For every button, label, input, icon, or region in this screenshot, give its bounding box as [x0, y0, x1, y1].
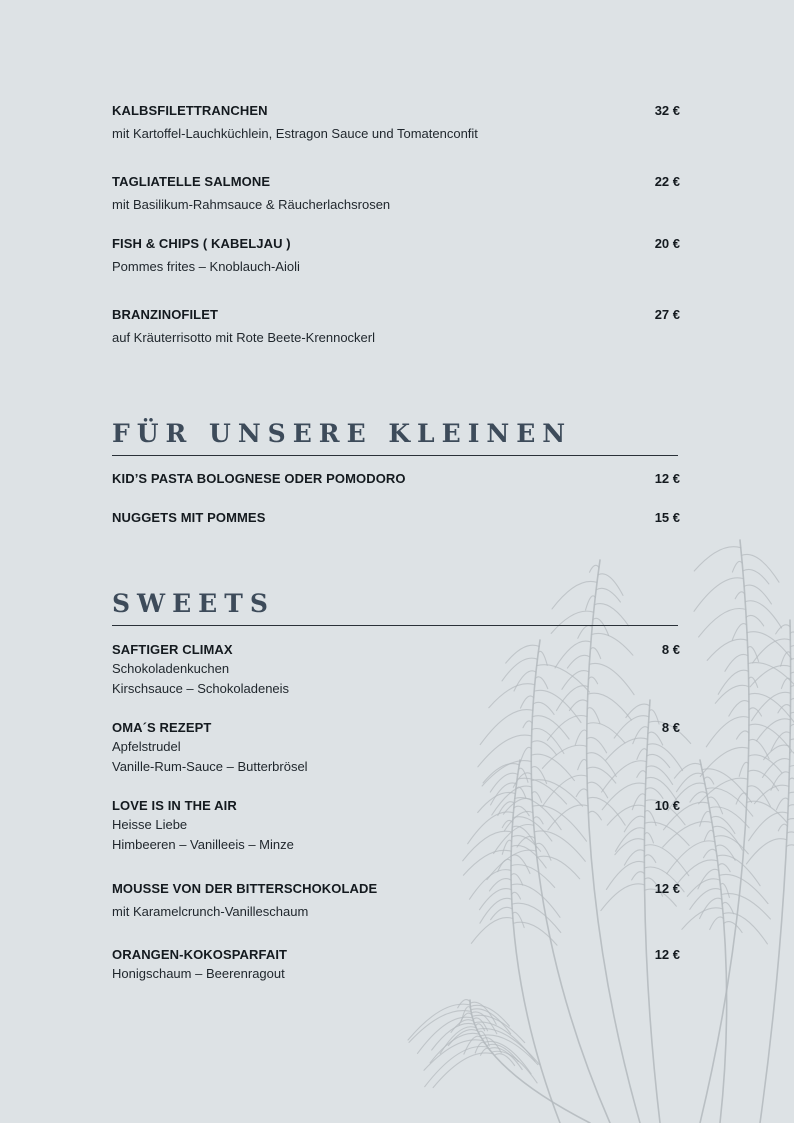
- dish-title: KID’S PASTA BOLOGNESE ODER POMODORO: [112, 471, 406, 486]
- menu-item-kids-pasta: [112, 470, 680, 488]
- menu-item-kalbsfilettranchen: [112, 102, 680, 144]
- menu-item-saftiger-climax: [112, 641, 680, 699]
- section-heading-sweets: [112, 589, 678, 626]
- menu-item-omas-rezept: [112, 719, 680, 777]
- dish-title: BRANZINOFILET: [112, 307, 219, 322]
- dish-price: 27 €: [654, 307, 680, 322]
- dish-price: 10 €: [654, 798, 680, 813]
- dish-price: 32 €: [654, 103, 680, 118]
- dish-title: NUGGETS MIT POMMES: [112, 510, 266, 525]
- menu-item-branzinofilet: [112, 306, 680, 348]
- dish-description: mit Basilikum-Rahmsauce & Räucherlachsrosen: [112, 197, 391, 212]
- dish-price: 8 €: [661, 642, 680, 657]
- dish-description: Kirschsauce – Schokoladeneis: [112, 681, 290, 696]
- dish-title: FISH & CHIPS ( KABELJAU ): [112, 236, 291, 251]
- dish-title: OMA´S REZEPT: [112, 720, 212, 735]
- dish-description: auf Kräuterrisotto mit Rote Beete-Krennockerl: [112, 330, 376, 345]
- section-title: SWEETS: [112, 589, 275, 618]
- dish-description: Apfelstrudel: [112, 739, 181, 754]
- dish-price: 20 €: [654, 236, 680, 251]
- section-divider: [112, 625, 678, 626]
- dish-price: 12 €: [654, 881, 680, 896]
- menu-item-tagliatelle-salmone: [112, 173, 680, 215]
- dish-description: Himbeeren – Vanilleeis – Minze: [112, 837, 294, 852]
- dish-title: ORANGEN-KOKOSPARFAIT: [112, 947, 288, 962]
- section-title: FÜR UNSERE KLEINEN: [112, 419, 573, 448]
- dish-description: Pommes frites – Knoblauch-Aioli: [112, 259, 300, 274]
- dish-description: mit Kartoffel-Lauchküchlein, Estragon Sauce und Tomatenconfit: [112, 126, 478, 141]
- menu-item-mousse: [112, 880, 680, 922]
- menu-item-nuggets: [112, 509, 680, 527]
- dish-price: 12 €: [654, 471, 680, 486]
- dish-description: Heisse Liebe: [112, 817, 188, 832]
- menu-item-love-is-in-the-air: [112, 797, 680, 855]
- section-divider: [112, 455, 678, 456]
- dish-description: Honigschaum – Beerenragout: [112, 966, 285, 981]
- dish-price: 15 €: [654, 510, 680, 525]
- dish-description: Vanille-Rum-Sauce – Butterbrösel: [112, 759, 308, 774]
- dish-price: 8 €: [661, 720, 680, 735]
- dish-title: SAFTIGER CLIMAX: [112, 642, 233, 657]
- dish-title: KALBSFILETTRANCHEN: [112, 103, 268, 118]
- dish-title: LOVE IS IN THE AIR: [112, 798, 237, 813]
- section-heading-kids: [112, 419, 678, 456]
- menu-item-fish-chips: [112, 235, 680, 277]
- dish-title: MOUSSE VON DER BITTERSCHOKOLADE: [112, 881, 378, 896]
- dish-title: TAGLIATELLE SALMONE: [112, 174, 271, 189]
- dish-price: 22 €: [654, 174, 680, 189]
- menu-item-orangen-kokosparfait: [112, 946, 680, 984]
- dish-price: 12 €: [654, 947, 680, 962]
- dish-description: mit Karamelcrunch-Vanilleschaum: [112, 904, 309, 919]
- dish-description: Schokoladenkuchen: [112, 661, 230, 676]
